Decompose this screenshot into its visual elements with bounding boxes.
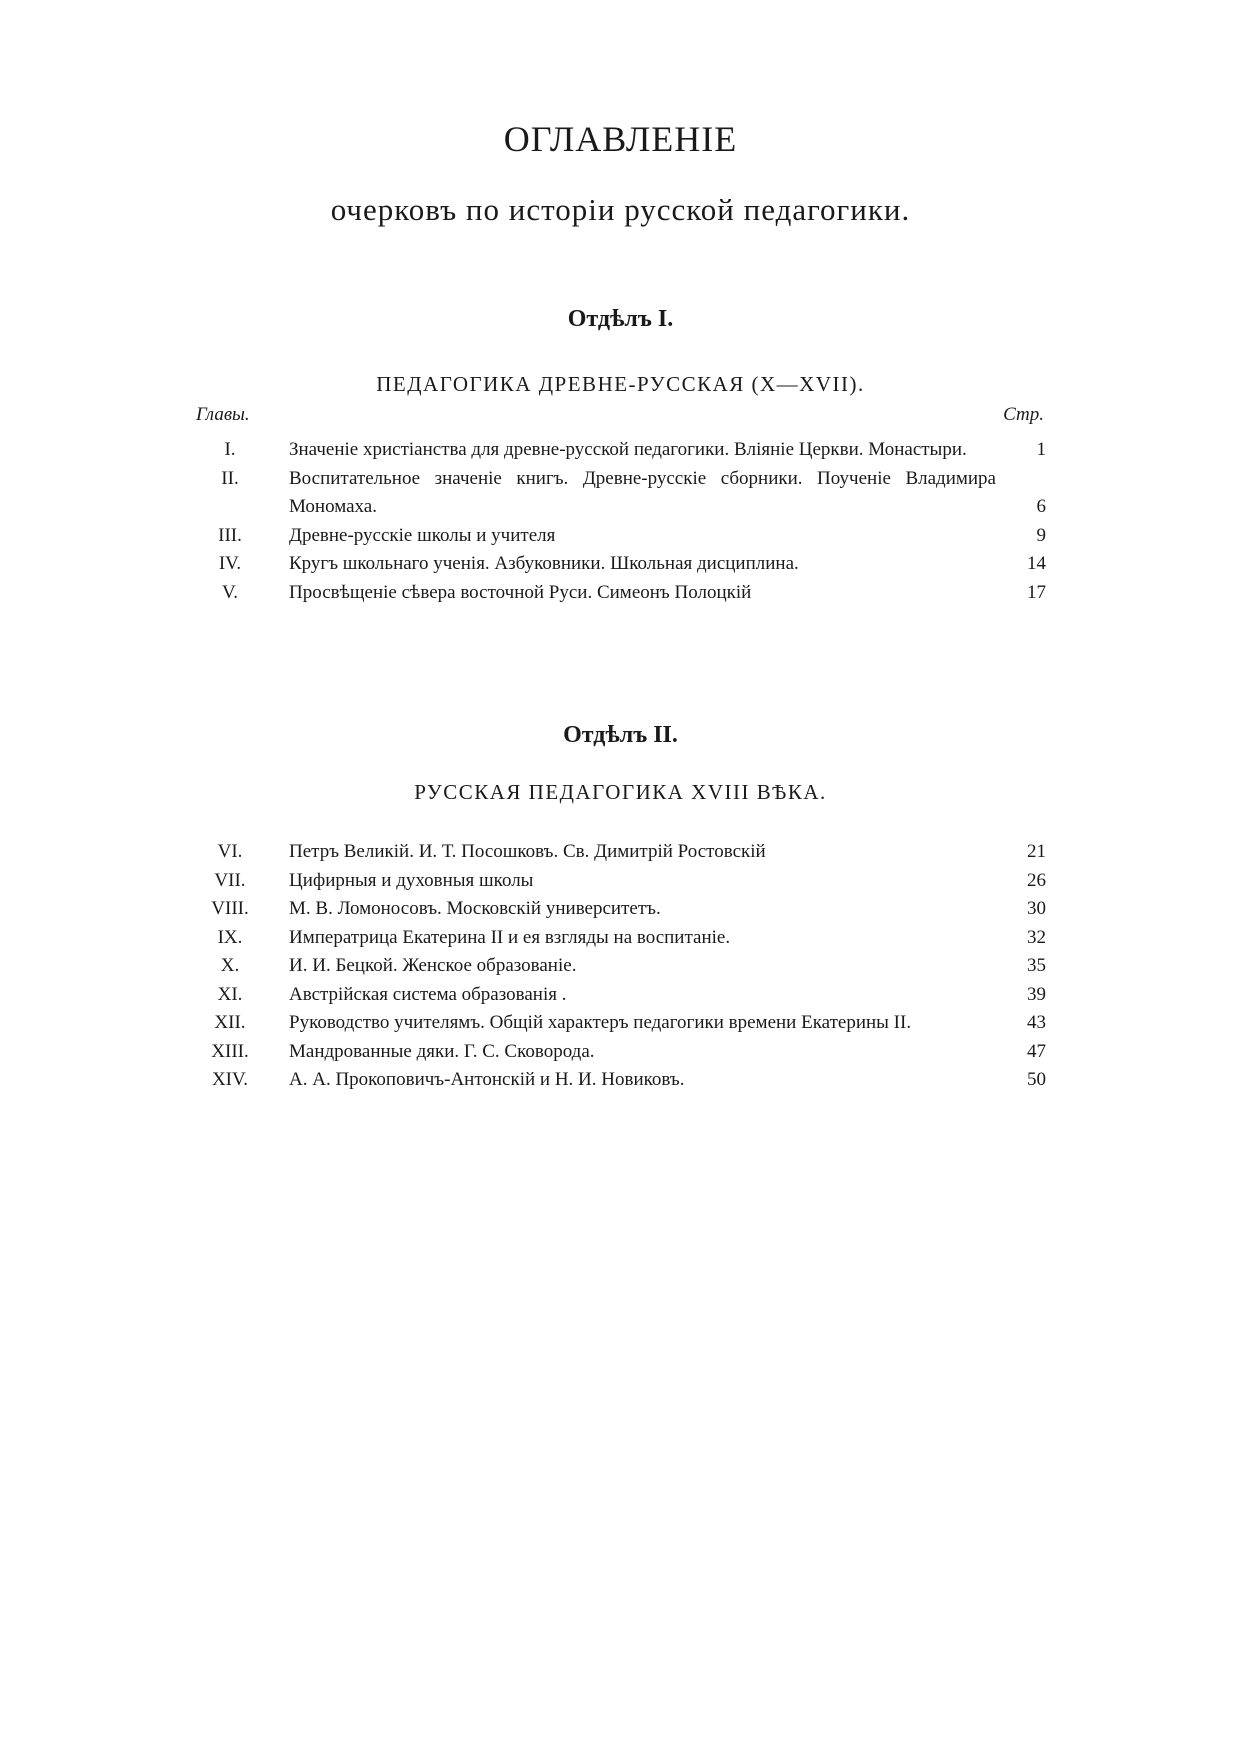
chapter-number: XI.: [217, 983, 243, 1005]
chapter-title: Просвѣщеніе сѣвера восточной Руси. Симеонъ Полоцкій: [289, 581, 752, 603]
toc-entry: [196, 952, 1046, 981]
toc-entry: [196, 522, 1046, 551]
chapter-page: 17: [1027, 581, 1046, 603]
chapter-page: 32: [1027, 926, 1046, 948]
chapter-number: XII.: [214, 1012, 246, 1033]
chapter-number: VII.: [214, 869, 246, 891]
chapter-title: Воспитательное значеніе книгъ. Древне-русскіе сборники. Поученіе Владимира Мономаха.: [289, 467, 996, 517]
chapter-page: 21: [1027, 841, 1046, 862]
chapter-number: V.: [221, 581, 239, 603]
chapter-title: Кругъ школьнаго ученія. Азбуковники. Школьная дисциплина.: [289, 553, 799, 574]
chapter-number: I.: [224, 439, 236, 460]
chapter-page: 43: [1027, 1012, 1046, 1033]
toc-entry: [196, 981, 1046, 1010]
chapter-page: 35: [1027, 955, 1046, 976]
chapter-title: Древне-русскіе школы и учителя: [289, 524, 556, 546]
chapter-number: IV.: [218, 553, 242, 574]
section-1-heading: Отдѣлъ I.: [567, 306, 674, 332]
pages-column-label: Стр.: [1003, 404, 1044, 425]
chapters-column-label: Главы.: [196, 404, 250, 425]
section-2-entries: [196, 838, 1046, 1095]
chapter-page: 30: [1027, 898, 1046, 919]
chapter-page: 50: [1027, 1069, 1046, 1090]
chapter-number: X.: [220, 955, 240, 976]
chapter-title: Австрійская система образованія .: [289, 983, 567, 1005]
toc-entry: [196, 436, 1046, 465]
chapter-number: VIII.: [211, 898, 249, 919]
chapter-title: Петръ Великій. И. Т. Посошковъ. Св. Димитрій Ростовскій: [289, 841, 766, 862]
chapter-page: 1: [1036, 439, 1046, 460]
toc-entry: [196, 1009, 1046, 1038]
chapter-title: Императрица Екатерина II и ея взгляды на воспитаніе.: [289, 926, 731, 948]
toc-entry: [196, 550, 1046, 579]
chapter-page: 47: [1027, 1040, 1046, 1062]
toc-entry: [196, 1066, 1046, 1095]
column-labels: [196, 404, 1044, 430]
toc-entry: [196, 838, 1046, 867]
toc-entry: [196, 924, 1046, 953]
chapter-number: XIII.: [211, 1040, 249, 1062]
chapter-number: VI.: [217, 841, 243, 862]
section-2-subheading: РУССКАЯ ПЕДАГОГИКА XVIII ВѢКА.: [414, 780, 827, 804]
section-1-entries: [196, 436, 1046, 607]
chapter-number: XIV.: [211, 1069, 249, 1090]
toc-entry: [196, 579, 1046, 608]
section-1-subheading: ПЕДАГОГИКА ДРЕВНЕ-РУССКАЯ (X—XVII).: [376, 372, 865, 396]
toc-entry: [196, 895, 1046, 924]
section-2-heading: Отдѣлъ II.: [563, 722, 678, 748]
chapter-title: Мандрованные дяки. Г. С. Сковорода.: [289, 1040, 595, 1062]
chapter-title: А. А. Прокоповичъ-Антонскій и Н. И. Новиковъ.: [289, 1069, 685, 1090]
chapter-title: И. И. Бецкой. Женское образованіе.: [289, 955, 577, 976]
toc-entry: [196, 867, 1046, 896]
toc-entry: [196, 465, 1046, 522]
chapter-number: III.: [218, 524, 242, 546]
chapter-title: Руководство учителямъ. Общій характеръ педагогики времени Екатерины II.: [289, 1012, 912, 1033]
chapter-title: Значеніе христіанства для древне-русской педагогики. Вліяніе Церкви. Монастыри.: [289, 439, 967, 460]
chapter-page: 9: [1036, 524, 1046, 546]
chapter-number: IX.: [217, 926, 243, 948]
page-subtitle: очерковъ по исторіи русской педагогики.: [330, 192, 911, 227]
chapter-page: 14: [1027, 553, 1046, 574]
chapter-title: Цифирныя и духовныя школы: [289, 869, 534, 891]
chapter-number: II.: [221, 467, 239, 489]
page-title: ОГЛАВЛЕНІЕ: [503, 119, 738, 159]
chapter-title: М. В. Ломоносовъ. Московскій университетъ.: [289, 898, 661, 919]
toc-entry: [196, 1038, 1046, 1067]
chapter-page: 6: [1036, 496, 1046, 517]
chapter-page: 26: [1027, 869, 1046, 891]
chapter-page: 39: [1027, 983, 1046, 1005]
